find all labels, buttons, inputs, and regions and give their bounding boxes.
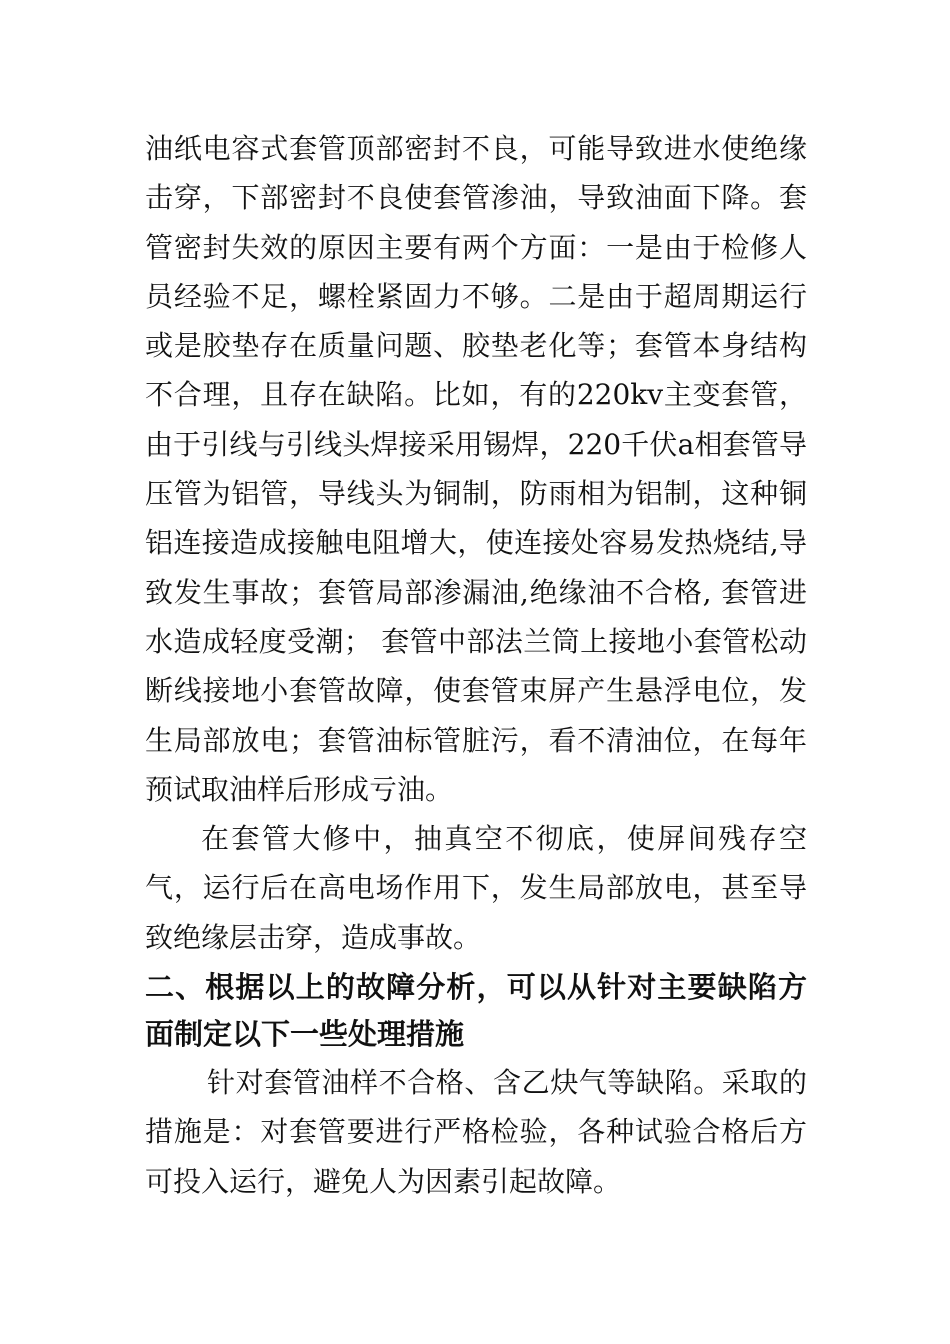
- paragraph-vacuum-overhaul: 在套管大修中，抽真空不彻底，使屏间残存空气，运行后在高电场作用下，发生局部放电，甚至导致绝缘层击穿，造成事故。: [145, 822, 807, 954]
- document-body: [145, 124, 807, 1206]
- section-heading-measures: 二、根据以上的故障分析，可以从针对主要缺陷方面制定以下一些处理措施: [145, 970, 807, 1052]
- paragraph-bushing-seal-failure: 油纸电容式套管顶部密封不良，可能导致进水使绝缘击穿，下部密封不良使套管渗油，导致油面下降。套管密封失效的原因主要有两个方面：一是由于检修人员经验不足，螺栓紧固力不够。二是由于超周期运行或是胶垫存在质量问题、胶垫老化等；套管本身结构不合理，且存在缺陷。比如，有的220kv主变套管，由于引线与引线头焊接采用锡焊，220千伏a相套管导压管为铝管，导线头为铜制，防雨相为铝制，这种铜铝连接造成接触电阻增大，使连接处容易发热烧结,导致发生事故；套管局部渗漏油,绝缘油不合格, 套管进水造成轻度受潮； 套管中部法兰筒上接地小套管松动断线接地小套管故障，使套管束屏产生悬浮电位，发生局部放电；套管油标管脏污，看不清油位，在每年预试取油样后形成亏油。: [145, 132, 807, 806]
- paragraph-oil-sample-measures: 针对套管油样不合格、含乙炔气等缺陷。采取的措施是：对套管要进行严格检验，各种试验合格后方可投入运行，避免人为因素引起故障。: [145, 1066, 807, 1198]
